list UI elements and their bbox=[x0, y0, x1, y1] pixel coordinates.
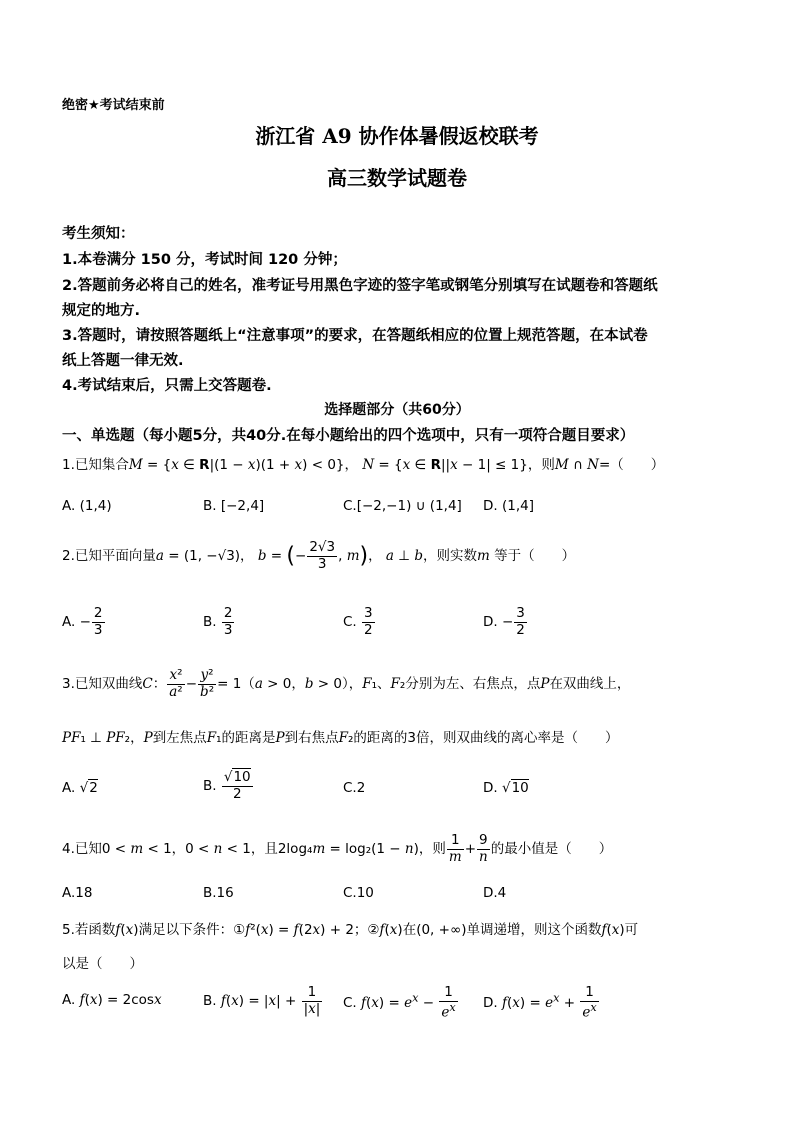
q4-option-a[interactable]: A.18 bbox=[62, 885, 93, 901]
question-3-line-1: 3.已知双曲线C： $\frac{\text{x²}}{\text{a²}}$ − $\frac{\text{y²}}{\text{b²}}$ = 1（a > 0，b > 0），F₁、F₂分别为左、右焦点，点P在双曲线上， bbox=[62, 667, 631, 700]
q3-option-d[interactable]: D. √10 bbox=[483, 780, 529, 796]
q1-option-b[interactable]: B. [−2,4] bbox=[203, 498, 265, 514]
question-3-line-2: PF₁ ⊥ PF₂，P到左焦点F₁的距离是P到右焦点F₂的距离的3倍，则双曲线的离心率是（ ） bbox=[62, 730, 619, 746]
exam-title: 浙江省 A9 协作体暑假返校联考 bbox=[255, 124, 539, 148]
q5-option-a[interactable]: A. f(x) = 2cosx bbox=[62, 992, 162, 1008]
notice-item-2: 2.答题前务必将自己的姓名，准考证号用黑色字迹的签字笔或钢笔分别填写在试题卷和答题纸 bbox=[62, 278, 658, 294]
q1-option-d[interactable]: D. (1,4] bbox=[483, 498, 534, 514]
q2-option-d[interactable]: D. − $\frac{3}{2}$ bbox=[483, 605, 525, 638]
confidential-label: 绝密★考试结束前 bbox=[62, 98, 165, 113]
q1-option-c[interactable]: C.[−2,−1) ∪ (1,4] bbox=[343, 498, 462, 514]
question-5-line-2: 以是（ ） bbox=[62, 956, 143, 972]
q2-option-a[interactable]: A. − $\frac{2}{3}$ bbox=[62, 605, 103, 638]
q4-option-b[interactable]: B.16 bbox=[203, 885, 234, 901]
q2-option-c[interactable]: C. $\frac{3}{2}$ bbox=[343, 605, 373, 638]
q5-option-c[interactable]: C. $f(x) = e^x$ − $\frac{1}{e^x}$ bbox=[343, 984, 456, 1021]
q3-option-a[interactable]: A. √2 bbox=[62, 780, 98, 796]
notice-item-3: 3.答题时，请按照答题纸上“注意事项”的要求，在答题纸相应的位置上规范答题，在本试卷 bbox=[62, 328, 648, 344]
notice-item-4: 4.考试结束后，只需上交答题卷. bbox=[62, 378, 272, 394]
section-title: 选择题部分（共60分） bbox=[324, 402, 470, 418]
q5-option-b[interactable]: B. f(x) = |x| + $\frac{1}{|x|}$ bbox=[203, 984, 321, 1017]
q2-option-b[interactable]: B. $\frac{2}{3}$ bbox=[203, 605, 233, 638]
notice-item-3-cont: 纸上答题一律无效. bbox=[62, 353, 184, 369]
question-5-line-1: 5.若函数f(x)满足以下条件：①f²(x) = f(2x) + 2；②f(x)在(0, +∞)单调递增，则这个函数f(x)可 bbox=[62, 922, 639, 938]
notice-item-1: 1.本卷满分 150 分，考试时间 120 分钟； bbox=[62, 252, 347, 268]
q3-option-c[interactable]: C.2 bbox=[343, 780, 366, 796]
notice-item-2-cont: 规定的地方. bbox=[62, 303, 141, 319]
q5-option-d[interactable]: D. $f(x) = e^x$ + $\frac{1}{e^x}$ bbox=[483, 984, 597, 1021]
question-1: 1.已知集合M = {x ∈ R|(1 − x)(1 + x) < 0}， N = {x ∈ R||x − 1| ≤ 1}，则M ∩ N=（ ） bbox=[62, 457, 665, 473]
exam-subtitle: 高三数学试题卷 bbox=[327, 166, 467, 190]
notice-heading: 考生须知： bbox=[62, 226, 135, 242]
q3-option-b[interactable]: B. $\frac{√10}{2}$ bbox=[203, 769, 251, 802]
part-title: 一、单选题（每小题5分，共40分.在每小题给出的四个选项中，只有一项符合题目要求） bbox=[62, 428, 635, 444]
q4-option-d[interactable]: D.4 bbox=[483, 885, 507, 901]
question-4: 4.已知0 < m < 1，0 < n < 1，且2log₄m = log₂(1 − n)，则 $\frac{1}{m}$ + $\frac{9}{n}$ 的最小值是（ ） bbox=[62, 832, 613, 865]
q4-option-c[interactable]: C.10 bbox=[343, 885, 374, 901]
question-2: 2.已知平面向量a = (1, −√3)， b = (− $\frac{2√3}{3}$ , m)， a ⊥ b，则实数m 等于（ ） bbox=[62, 539, 576, 572]
q1-option-a[interactable]: A. (1,4) bbox=[62, 498, 112, 514]
